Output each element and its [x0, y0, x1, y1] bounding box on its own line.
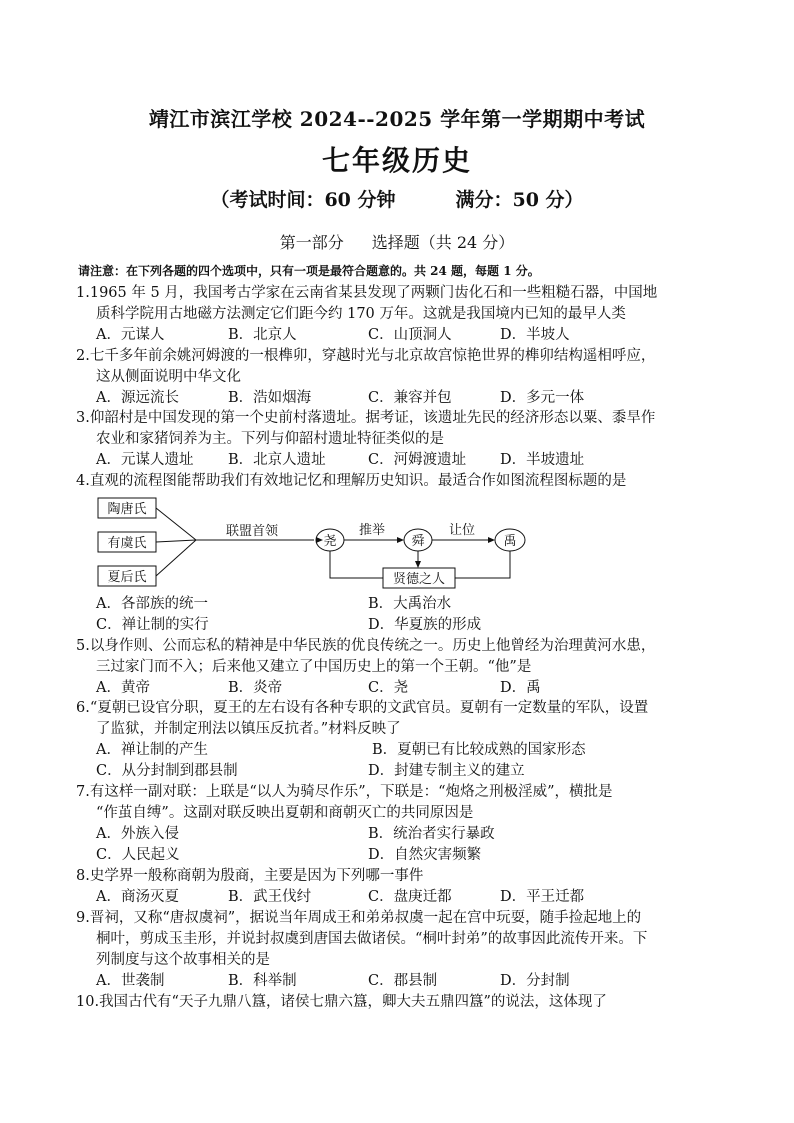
option-d[interactable]: D．自然灾害频繁 — [368, 847, 482, 863]
option-d[interactable]: D．华夏族的形成 — [368, 617, 482, 633]
yao-label: 尧 — [323, 534, 337, 549]
question-1: 1.1965 年 5 月，我国考古学家在云南省某县发现了两颗门齿化石和一些粗糙石器，中国地 质科学院用古地磁方法测定它们距今约 170 万年。这就是我国境内已知的最早人类 — [76, 285, 658, 322]
question-4-options-row2 — [96, 615, 736, 636]
subject-title: 七年级历史 — [321, 144, 472, 177]
yu-label: 禹 — [503, 534, 517, 549]
xiande-label: 贤德之人 — [392, 572, 446, 587]
option-d[interactable]: D．封建专制主义的建立 — [368, 763, 525, 779]
option-a[interactable]: A．禅让制的产生 — [96, 742, 208, 758]
option-a[interactable]: A．源远流长 — [96, 390, 179, 406]
option-a[interactable]: A．各部族的统一 — [96, 596, 208, 612]
option-b[interactable]: B．北京人 — [228, 327, 297, 343]
exam-info — [0, 185, 794, 212]
question-7: 7.有这样一副对联：上联是“以人为骑尽作乐”，下联是：“炮烙之刑极淫威”，横批是 “作茧自缚”。这副对联反映出夏朝和商朝灭亡的共同原因是 — [76, 784, 613, 821]
alliance-label: 联盟首领 — [225, 524, 279, 539]
question-7-options-row1 — [96, 824, 736, 845]
option-d[interactable]: D．平王迁都 — [500, 889, 585, 905]
option-c[interactable]: C．从分封制到郡县制 — [96, 763, 238, 779]
question-5: 5.以身作则、公而忘私的精神是中华民族的优良传统之一。历史上他曾经为治理黄河水患， 三过家门而不入；后来他又建立了中国历史上的第一个王朝。“他”是 — [76, 638, 656, 675]
question-7-options-row2 — [96, 845, 736, 866]
question-10: 10.我国古代有“天子九鼎八簋，诸侯七鼎六簋，卿大夫五鼎四簋”的说法，这体现了 — [76, 994, 607, 1010]
section-part: 第一部分 — [279, 233, 344, 252]
option-c[interactable]: C．尧 — [368, 680, 409, 696]
option-c[interactable]: C．禅让制的实行 — [96, 617, 209, 633]
option-a[interactable]: A．元谋人 — [96, 327, 165, 343]
question-9: 9.晋祠，又称“唐叔虞祠”，据说当年周成王和弟弟叔虞一起在宫中玩耍，随手捡起地上的 桐叶，剪成玉圭形，并说封叔虞到唐国去做诸侯。“桐叶封弟”的故事因此流传开来。下 列制度与这个故事相关的是 — [76, 910, 648, 968]
question-5-options — [96, 678, 736, 699]
option-d[interactable]: D．半坡人 — [500, 327, 570, 343]
rangwei-label: 让位 — [448, 523, 476, 538]
option-c[interactable]: C．郡县制 — [368, 973, 438, 989]
question-8: 8.史学界一般称商朝为殷商，主要是因为下列哪一事件 — [76, 868, 424, 884]
question-2: 2.七千多年前余姚河姆渡的一根榫卯，穿越时光与北京故宫惊艳世界的榫卯结构遥相呼应， 这从侧面说明中华文化 — [76, 348, 656, 385]
tribe-xiahou: 夏后氏 — [107, 570, 147, 585]
question-8-options — [96, 887, 736, 908]
option-b[interactable]: B．武王伐纣 — [228, 889, 312, 905]
question-3-options — [96, 450, 736, 471]
option-c[interactable]: C．人民起义 — [96, 847, 180, 863]
question-1-options — [96, 325, 736, 346]
shun-label: 舜 — [411, 534, 425, 549]
option-b[interactable]: B．浩如烟海 — [228, 390, 312, 406]
question-6-options-row2 — [96, 761, 736, 782]
question-9-options — [96, 971, 736, 992]
question-2-options — [96, 388, 736, 409]
exam-time: （考试时间：60 分钟 — [210, 189, 396, 211]
flow-diagram — [92, 494, 532, 590]
section-heading — [0, 230, 794, 253]
question-6: 6.“夏朝已设官分职，夏王的左右设有各种专职的文武官员。夏朝有一定数量的军队，设置 了监狱，并制定刑法以镇压反抗者。”材料反映了 — [76, 700, 649, 737]
option-c[interactable]: C．盘庚迁都 — [368, 889, 452, 905]
option-b[interactable]: B．统治者实行暴政 — [368, 826, 495, 842]
notice-text: 请注意：在下列各题的四个选项中，只有一项是最符合题意的。共 24 题，每题 1 分。 — [78, 264, 540, 278]
option-a[interactable]: A．黄帝 — [96, 680, 150, 696]
option-b[interactable]: B．炎帝 — [228, 680, 283, 696]
option-d[interactable]: D．多元一体 — [500, 390, 585, 406]
question-4: 4.直观的流程图能帮助我们有效地记忆和理解历史知识。最适合作如图流程图标题的是 — [76, 473, 627, 489]
option-b[interactable]: B．科举制 — [228, 973, 297, 989]
option-c[interactable]: C．山顶洞人 — [368, 327, 452, 343]
exam-title: 靖江市滨江学校 2024--2025 学年第一学期期中考试 — [148, 107, 646, 131]
option-a[interactable]: A．世袭制 — [96, 973, 165, 989]
question-6-options-row1 — [96, 740, 736, 761]
question-3: 3.仰韶村是中国发现的第一个史前村落遗址。据考证，该遗址先民的经济形态以粟、黍旱作 农业和家猪饲养为主。下列与仰韶村遗址特征类似的是 — [76, 410, 656, 447]
option-b[interactable]: B．北京人遗址 — [228, 452, 326, 468]
option-a[interactable]: A．元谋人遗址 — [96, 452, 194, 468]
tribe-taotang: 陶唐氏 — [107, 502, 147, 517]
section-name: 选择题（共 24 分） — [371, 233, 515, 252]
question-4-options-row1 — [96, 594, 736, 615]
option-d[interactable]: D．分封制 — [500, 973, 570, 989]
tuiju-label: 推举 — [358, 523, 386, 538]
option-b[interactable]: B．大禹治水 — [368, 596, 452, 612]
option-a[interactable]: A．外族入侵 — [96, 826, 179, 842]
full-score: 满分：50 分） — [455, 189, 584, 211]
option-b[interactable]: B．夏朝已有比较成熟的国家形态 — [372, 742, 586, 758]
option-d[interactable]: D．禹 — [500, 680, 541, 696]
option-a[interactable]: A．商汤灭夏 — [96, 889, 179, 905]
option-c[interactable]: C．兼容并包 — [368, 390, 452, 406]
option-c[interactable]: C．河姆渡遗址 — [368, 452, 467, 468]
tribe-youyu: 有虞氏 — [107, 536, 147, 551]
option-d[interactable]: D．半坡遗址 — [500, 452, 585, 468]
